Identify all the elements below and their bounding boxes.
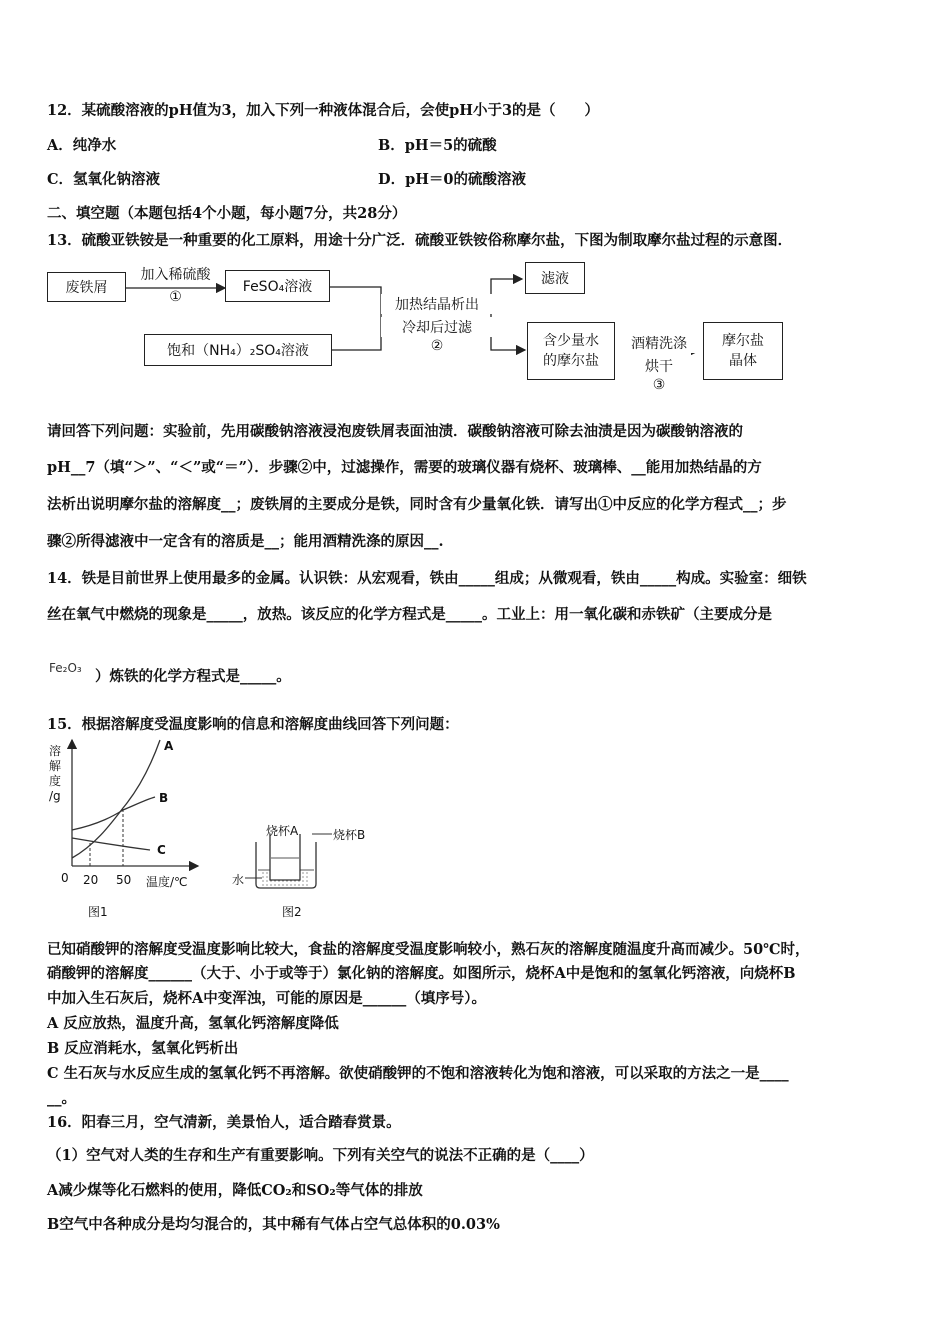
curve-c-label: C xyxy=(157,843,166,857)
box-filtrate: 滤液 xyxy=(525,262,585,294)
step1-label: 加入稀硫酸 xyxy=(140,267,211,283)
beaker-b-label: 烧杯B xyxy=(333,828,366,842)
q12-option-a: A．纯净水 xyxy=(47,137,117,154)
tick-50: 50 xyxy=(116,873,132,887)
ylabel-char-1: 溶 xyxy=(49,744,62,758)
q15-option-a: A 反应放热，温度升高，氢氧化钙溶解度降低 xyxy=(47,1015,339,1032)
crystal-line2: 晶体 xyxy=(729,353,757,369)
step3-label-line1: 酒精洗涤 xyxy=(615,333,703,353)
step2-label-line2: 冷却后过滤 xyxy=(381,317,493,337)
q13-stem: 13．硫酸亚铁铵是一种重要的化工原料，用途十分广泛．硫酸亚铁铵俗称摩尔盐，下图为制取摩尔盐过程的示意图． xyxy=(47,232,793,249)
q14-line-2: 丝在氧气中燃烧的现象是_____，放热。该反应的化学方程式是_____。工业上：用一氧化碳和赤铁矿（主要成分是 xyxy=(47,606,772,623)
q12-option-b: B．pH＝5的硫酸 xyxy=(378,137,497,154)
step1-number: ① xyxy=(169,289,182,305)
q16-option-b: B空气中各种成分是均匀混合的，其中稀有气体占空气总体积的0.03% xyxy=(47,1216,500,1233)
section-heading: 二、填空题（本题包括4个小题，每小题7分，共28分） xyxy=(47,205,407,222)
q15-para-1: 已知硝酸钾的溶解度受温度影响比较大，食盐的溶解度受温度影响较小，熟石灰的溶解度随温度升高而减少。50℃时， xyxy=(47,941,810,958)
figure1-caption: 图1 xyxy=(88,905,108,919)
wet-salt-line1: 含少量水 xyxy=(543,333,599,349)
q13-para-1: 请回答下列问题：实验前，先用碳酸钠溶液浸泡废铁屑表面油渍．碳酸钠溶液可除去油渍是因为碳酸钠溶液的 xyxy=(47,423,743,440)
q15-para-2: 硝酸钾的溶解度______（大于、小于或等于）氯化钠的溶解度。如图所示，烧杯A中是饱和的氢氧化钙溶液，向烧杯B xyxy=(47,965,796,982)
step3-label-line2: 烘干 xyxy=(645,359,673,375)
box-iron-scrap: 废铁屑 xyxy=(47,272,126,302)
q15-option-c-cont: __。 xyxy=(47,1090,76,1107)
q13-para-3: 法析出说明摩尔盐的溶解度__；废铁屑的主要成分是铁，同时含有少量氧化铁．请写出①中反应的化学方程式__；步 xyxy=(47,496,787,513)
beaker-a-label: 烧杯A xyxy=(266,824,299,838)
water-label: 水 xyxy=(232,873,245,887)
q13-para-4: 骤②所得滤液中一定含有的溶质是__；能用酒精洗涤的原因__. xyxy=(47,533,444,550)
q14-formula-fe2o3: Fe₂O₃ xyxy=(49,661,82,675)
tick-20: 20 xyxy=(83,873,99,887)
origin-label: 0 xyxy=(61,871,69,885)
box-ammonium-sulfate: 饱和（NH₄）₂SO₄溶液 xyxy=(144,334,332,366)
x-axis-label: 温度/℃ xyxy=(146,875,188,889)
step2-number: ② xyxy=(430,338,444,354)
q12-option-c: C．氢氧化钠溶液 xyxy=(47,171,161,188)
q13-para-2: pH__7（填“＞”、“＜”或“＝”）．步骤②中，过滤操作，需要的玻璃仪器有烧杯、玻璃棒、__能用加热结晶的方 xyxy=(47,459,762,476)
step2-label-line1: 加热结晶析出 xyxy=(381,294,493,314)
ylabel-char-3: 度 xyxy=(49,774,62,788)
box-feso4-solution: FeSO₄溶液 xyxy=(225,270,330,302)
q15-option-b: B 反应消耗水，氢氧化钙析出 xyxy=(47,1040,239,1057)
crystal-line1: 摩尔盐 xyxy=(722,333,764,349)
ylabel-char-2: 解 xyxy=(49,759,62,773)
beaker-a-outline xyxy=(270,834,300,880)
step3-number: ③ xyxy=(652,377,666,393)
q12-stem: 12．某硫酸溶液的pH值为3，加入下列一种液体混合后，会使pH小于3的是（ ） xyxy=(47,102,600,119)
q15-para-3: 中加入生石灰后，烧杯A中变浑浊，可能的原因是______（填序号）。 xyxy=(47,990,486,1007)
q16-sub-1: （1）空气对人类的生存和生产有重要影响。下列有关空气的说法不正确的是（____） xyxy=(47,1147,594,1164)
ylabel-char-4: /g xyxy=(49,789,61,803)
q15-option-c: C 生石灰与水反应生成的氢氧化钙不再溶解。欲使硝酸钾的不饱和溶液转化为饱和溶液，可以采取的方法之一是____ xyxy=(47,1065,789,1082)
q15-stem: 15．根据溶解度受温度影响的信息和溶解度曲线回答下列问题： xyxy=(47,716,459,733)
figure2-caption: 图2 xyxy=(282,905,302,919)
curve-b-label: B xyxy=(159,791,169,805)
wet-salt-line2: 的摩尔盐 xyxy=(543,353,599,369)
q14-line-1: 14．铁是目前世界上使用最多的金属。认识铁：从宏观看，铁由_____组成；从微观看，铁由_____构成。实验室：细铁 xyxy=(47,570,807,587)
q16-option-a: A减少煤等化石燃料的使用，降低CO₂和SO₂等气体的排放 xyxy=(47,1182,423,1199)
q16-stem: 16．阳春三月，空气清新，美景怡人，适合踏春赏景。 xyxy=(47,1114,401,1131)
q14-line-3: ）炼铁的化学方程式是_____。 xyxy=(95,668,291,685)
curve-a-label: A xyxy=(164,739,174,753)
q12-option-d: D．pH＝0的硫酸溶液 xyxy=(378,171,527,188)
